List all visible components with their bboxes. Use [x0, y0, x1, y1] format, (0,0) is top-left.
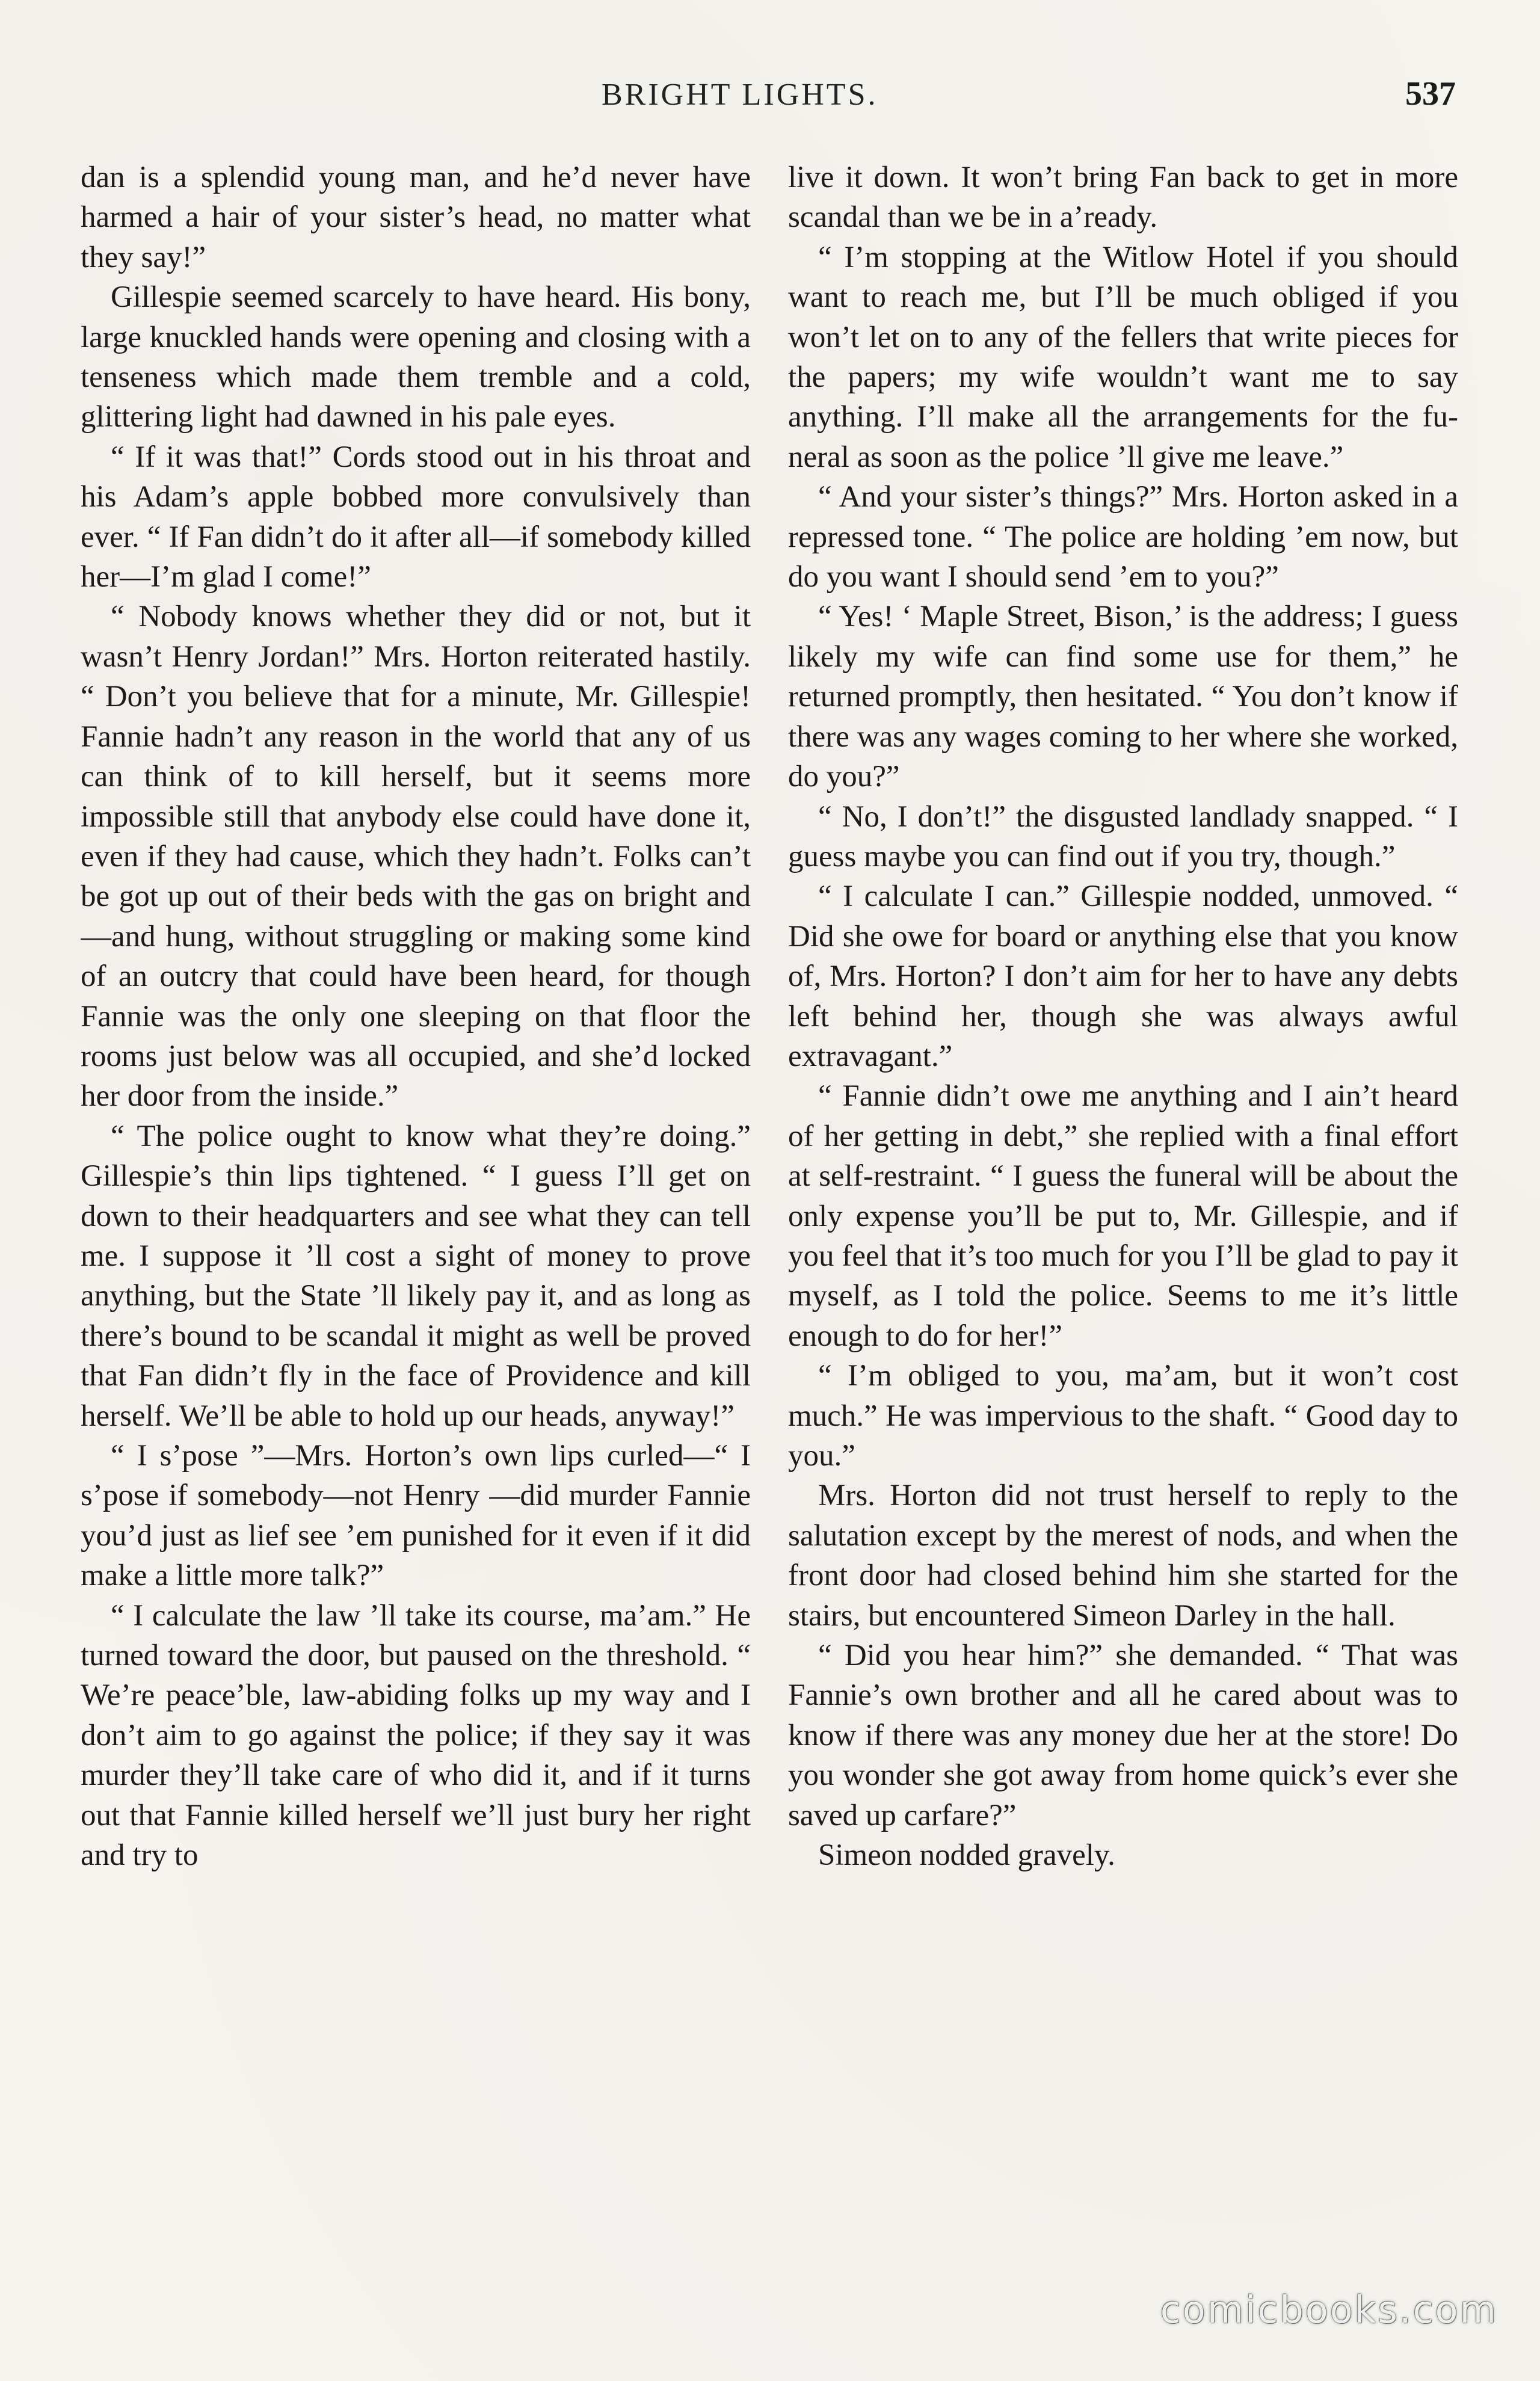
- watermark: comicbooks.com: [1160, 2288, 1498, 2332]
- paragraph: “ I’m stopping at the Witlow Hotel if you should want to reach me, but I’ll be much obliged if you won’t let on to any of the fellers that write pieces for the papers; my wife wouldn’t want me to say anything. I’ll make all the arrangements for the funeral as soon as the police ’ll give me leave.”: [788, 240, 1458, 474]
- paragraph: “ And your sister’s things?” Mrs. Horton asked in a repressed tone. “ The police are holding ’em now, but do you want I should send ’em to you?”: [788, 480, 1458, 594]
- paragraph: “ I calculate I can.” Gillespie nodded, unmoved. “ Did she owe for board or anything else that you know of, Mrs. Horton? I don’t aim for her to have any debts left behind her, though she was always awful extravagant.”: [788, 879, 1458, 1073]
- paragraph: live it down. It won’t bring Fan back to get in more scandal than we be in a’ready.: [788, 161, 1458, 235]
- paragraph: “ Yes! ‘ Maple Street, Bison,’ is the address; I guess likely my wife can find some use for them,” he returned promptly, then hesitated. “ You don’t know if there was any wages coming to her where she worked, do you?”: [788, 600, 1458, 794]
- paragraph: “ I s’pose ”—Mrs. Horton’s own lips curled—“ I s’pose if somebody—not Henry —did murder Fannie you’d just as lief see ’em punished for it even if it did make a little more talk?”: [81, 1439, 751, 1593]
- paragraph: Gillespie seemed scarcely to have heard. His bony, large knuckled hands were opening and closing with a tenseness which made them tremble and a cold, glittering light had dawned in his pale eyes.: [81, 280, 751, 434]
- paragraph: “ If it was that!” Cords stood out in his throat and his Adam’s apple bobbed more convulsively than ever. “ If Fan didn’t do it after all—if somebody killed her—I’m glad I come!”: [81, 440, 751, 594]
- paragraph: “ Nobody knows whether they did or not, but it wasn’t Henry Jordan!” Mrs. Horton reiterated hastily. “ Don’t you believe that for a minute, Mr. Gillespie! Fannie hadn’t any reason in the world that any of us can think of to kill herself, but it seems more impossible still that anybody else could have done it, even if they had cause, which they hadn’t. Folks can’t be got up out of their beds with the gas on bright and—and hung, without struggling or making some kind of an outcry that could have been heard, for though Fannie was the only one sleeping on that floor the rooms just below was all occupied, and she’d locked her door from the inside.”: [81, 600, 751, 1113]
- left-column: [81, 158, 751, 2287]
- paragraph: dan is a splendid young man, and he’d never have harmed a hair of your sister’s head, no matter what they say!”: [81, 161, 751, 274]
- paragraph: “ I calculate the law ’ll take its course, ma’am.” He turned toward the door, but paused on the threshold. “ We’re peace’ble, law-abiding folks up my way and I don’t aim to go against the police; if they say it was murder they’ll take care of who did it, and if it turns out that Fannie killed herself we’ll just bury her right and try to: [81, 1598, 751, 1873]
- running-head-title: BRIGHT LIGHTS.: [602, 78, 878, 112]
- paragraph: Simeon nodded gravely.: [818, 1838, 1115, 1873]
- paragraph: “ I’m obliged to you, ma’am, but it won’t cost much.” He was impervious to the shaft. “ Good day to you.”: [788, 1359, 1458, 1473]
- page-number: 537: [1405, 75, 1456, 112]
- paragraph: Mrs. Horton did not trust herself to reply to the salutation except by the merest of nods, and when the front door had closed behind him she started for the stairs, but encountered Simeon Darley in the hall.: [788, 1479, 1458, 1633]
- right-column: [788, 158, 1458, 2287]
- paragraph: “ Did you hear him?” she demanded. “ That was Fannie’s own brother and all he cared about was to know if there was any money due her at the store! Do you wonder she got away from home quick’s ever she saved up carfare?”: [788, 1639, 1458, 1832]
- paragraph: “ No, I don’t!” the disgusted landlady snapped. “ I guess maybe you can find out if you try, though.”: [788, 799, 1458, 873]
- paragraph: “ The police ought to know what they’re doing.” Gillespie’s thin lips tightened. “ I guess I’ll get on down to their headquarters and see what they can tell me. I suppose it ’ll cost a sight of money to prove anything, but the State ’ll likely pay it, and as long as there’s bound to be scandal it might as well be proved that Fan didn’t fly in the face of Providence and kill herself. We’ll be able to hold up our heads, anyway!”: [81, 1119, 751, 1433]
- paragraph: “ Fannie didn’t owe me anything and I ain’t heard of her getting in debt,” she replied with a final effort at self-restraint. “ I guess the funeral will be about the only expense you’ll be put to, Mr. Gillespie, and if you feel that it’s too much for you I’ll be glad to pay it myself, as I told the police. Seems to me it’s little enough to do for her!”: [788, 1079, 1458, 1353]
- text-columns: [81, 158, 1458, 2287]
